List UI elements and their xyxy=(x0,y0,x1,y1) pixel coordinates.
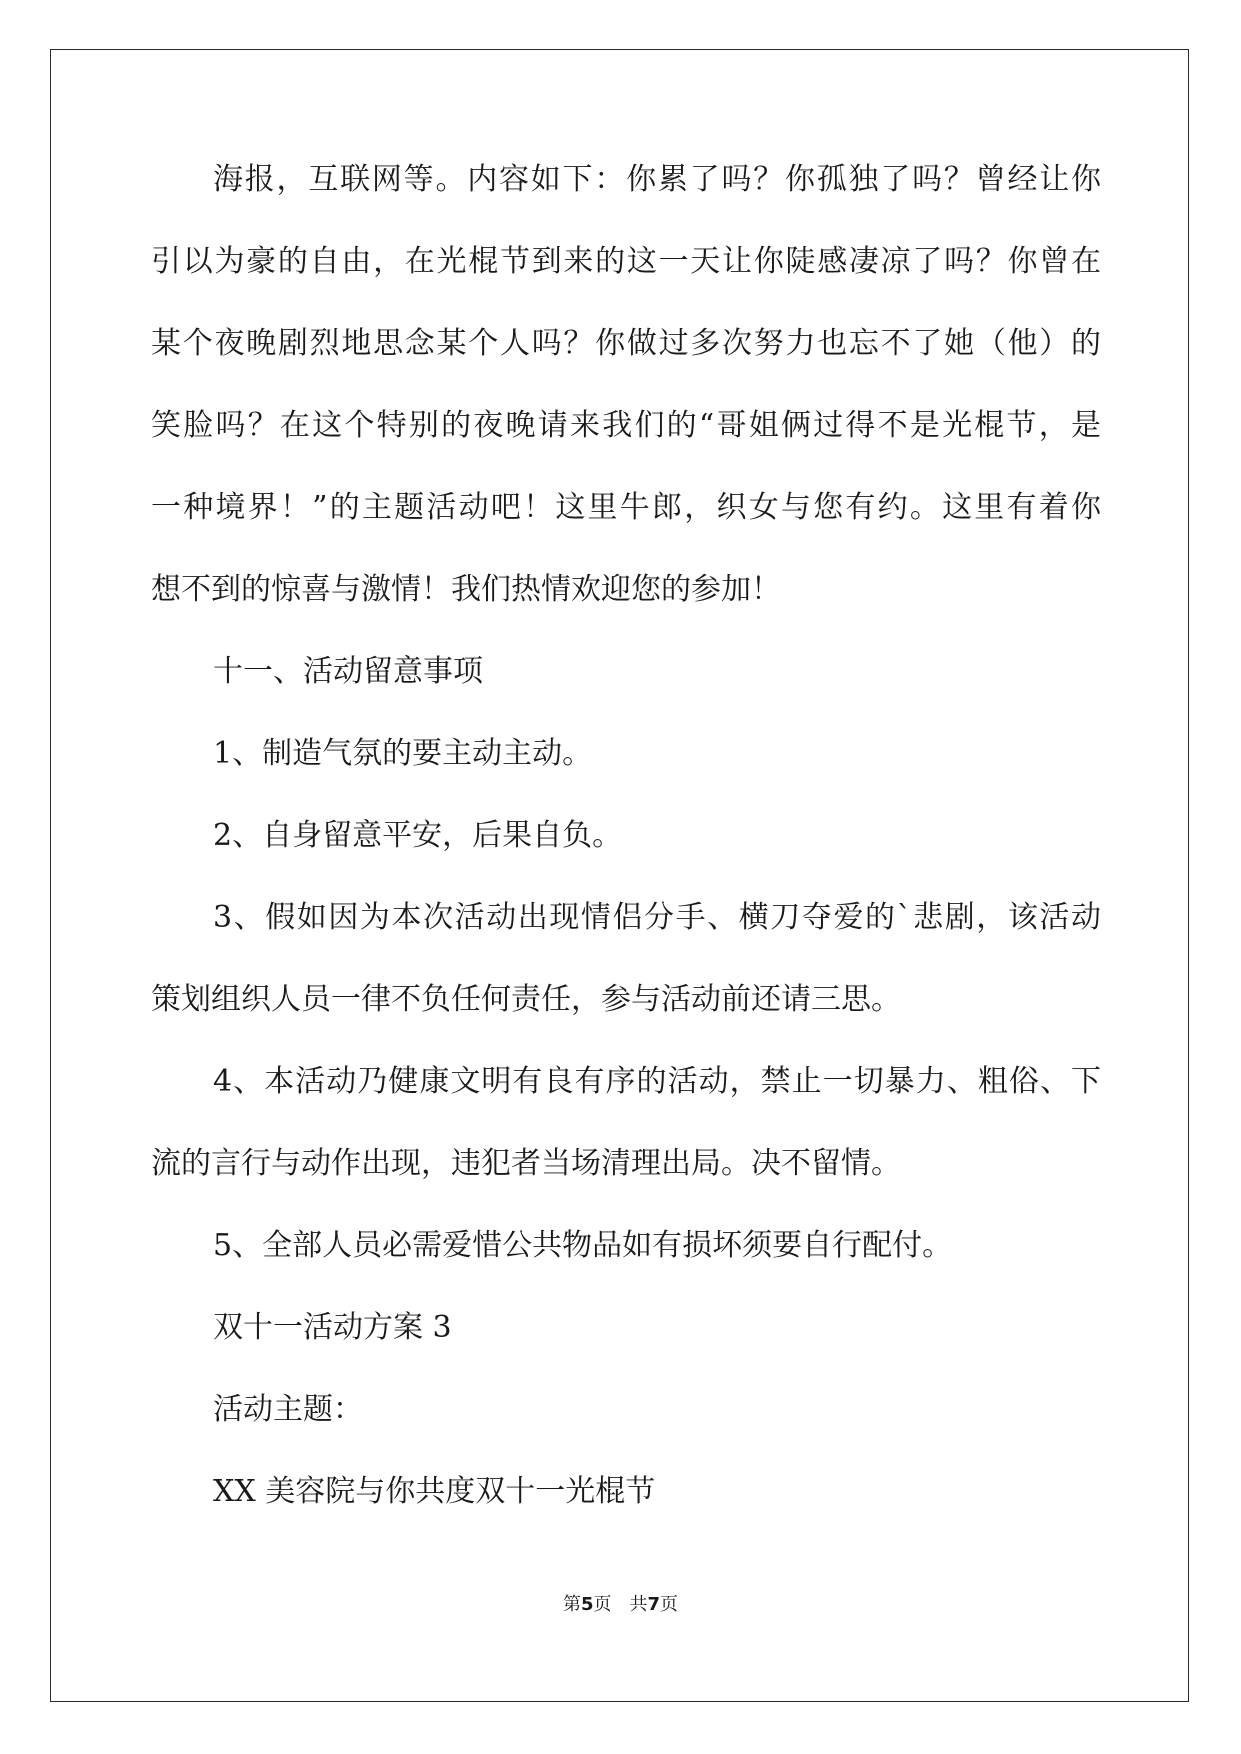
total-prefix: 共 xyxy=(629,1594,648,1615)
total-suffix: 页 xyxy=(660,1594,679,1615)
text-line: 流的言行与动作出现，违犯者当场清理出局。决不留情。 xyxy=(151,1146,901,1181)
list-item: 5、全部人员必需爱惜公共物品如有损坏须要自行配付。 xyxy=(213,1228,953,1263)
page-mid: 页 xyxy=(593,1594,612,1615)
page-footer xyxy=(0,1593,1241,1617)
text-line: 某个夜晚剧烈地思念某个人吗？你做过多次努力也忘不了她（他）的 xyxy=(151,326,1101,361)
page-total-number: 7 xyxy=(647,1594,661,1615)
list-item: 1、制造气氛的要主动主动。 xyxy=(213,736,593,771)
text-line: XX 美容院与你共度双十一光棍节 xyxy=(213,1474,656,1509)
text-line: 想不到的惊喜与激情！我们热情欢迎您的参加！ xyxy=(151,572,781,607)
list-item: 3、假如因为本次活动出现情侣分手、横刀夺爱的`悲剧，该活动 xyxy=(213,900,1101,935)
page-current-number: 5 xyxy=(580,1594,594,1615)
section-heading: 十一、活动留意事项 xyxy=(213,654,483,689)
text-line: 活动主题： xyxy=(213,1392,363,1427)
document-body xyxy=(151,155,1101,1549)
list-item: 2、自身留意平安，后果自负。 xyxy=(213,818,623,853)
text-line: 笑脸吗？在这个特别的夜晚请来我们的“哥姐俩过得不是光棍节，是 xyxy=(151,408,1101,443)
list-item: 4、本活动乃健康文明有良有序的活动，禁止一切暴力、粗俗、下 xyxy=(213,1064,1101,1099)
text-line: 引以为豪的自由，在光棍节到来的这一天让你陡感凄凉了吗？你曾在 xyxy=(151,244,1101,279)
text-line: 一种境界！”的主题活动吧！这里牛郎，织女与您有约。这里有着你 xyxy=(151,490,1101,525)
text-line: 策划组织人员一律不负任何责任，参与活动前还请三思。 xyxy=(151,982,901,1017)
text-line: 海报，互联网等。内容如下：你累了吗？你孤独了吗？曾经让你 xyxy=(213,162,1101,197)
section-heading: 双十一活动方案 3 xyxy=(213,1310,452,1345)
page-prefix: 第 xyxy=(562,1594,581,1615)
